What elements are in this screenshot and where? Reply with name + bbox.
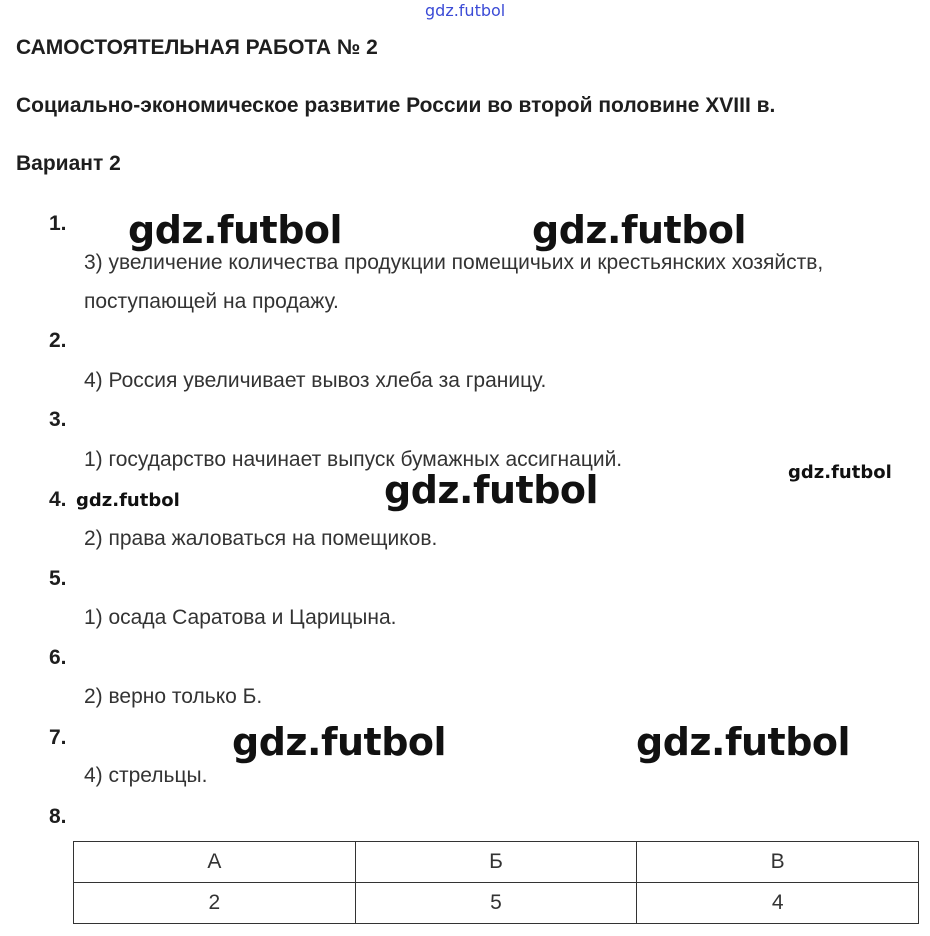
- answer-text-continued: поступающей на продажу.: [84, 290, 339, 313]
- table-row: [74, 883, 919, 924]
- question-number: 7.: [49, 726, 67, 749]
- table-cell: 5: [355, 883, 637, 924]
- question-number: 3.: [49, 408, 67, 431]
- watermark: gdz.futbol: [384, 468, 599, 512]
- watermark: gdz.futbol: [76, 490, 180, 511]
- watermark: gdz.futbol: [788, 462, 892, 483]
- question-number: 5.: [49, 567, 67, 590]
- answer-text: 2) верно только Б.: [84, 685, 263, 708]
- question-number: 4.: [49, 488, 67, 511]
- table-cell: 4: [637, 883, 919, 924]
- watermark: gdz.futbol: [636, 720, 851, 764]
- watermark: gdz.futbol: [128, 208, 343, 252]
- answer-text: 1) государство начинает выпуск бумажных ассигнаций.: [84, 448, 623, 471]
- watermark-top: gdz.futbol: [425, 1, 506, 20]
- watermark: gdz.futbol: [532, 208, 747, 252]
- question-number: 6.: [49, 646, 67, 669]
- page-title: САМОСТОЯТЕЛЬНАЯ РАБОТА № 2: [16, 36, 378, 59]
- question-number: 1.: [49, 212, 67, 235]
- question-number: 8.: [49, 805, 67, 828]
- answer-text: 4) стрельцы.: [84, 764, 208, 787]
- answer-text: 3) увеличение количества продукции помещичьих и крестьянских хозяйств,: [84, 251, 824, 274]
- answer-text: 4) Россия увеличивает вывоз хлеба за границу.: [84, 369, 547, 392]
- answer-table: [73, 841, 919, 924]
- table-header-cell: А: [74, 842, 356, 883]
- table-header-cell: В: [637, 842, 919, 883]
- variant-label: Вариант 2: [16, 152, 121, 175]
- question-number: 2.: [49, 329, 67, 352]
- table-header-row: [74, 842, 919, 883]
- table-cell: 2: [74, 883, 356, 924]
- answer-text: 1) осада Саратова и Царицына.: [84, 606, 397, 629]
- page-subtitle: Социально-экономическое развитие России во второй половине XVIII в.: [16, 94, 776, 117]
- answer-text: 2) права жаловаться на помещиков.: [84, 527, 438, 550]
- watermark: gdz.futbol: [232, 720, 447, 764]
- table-header-cell: Б: [355, 842, 637, 883]
